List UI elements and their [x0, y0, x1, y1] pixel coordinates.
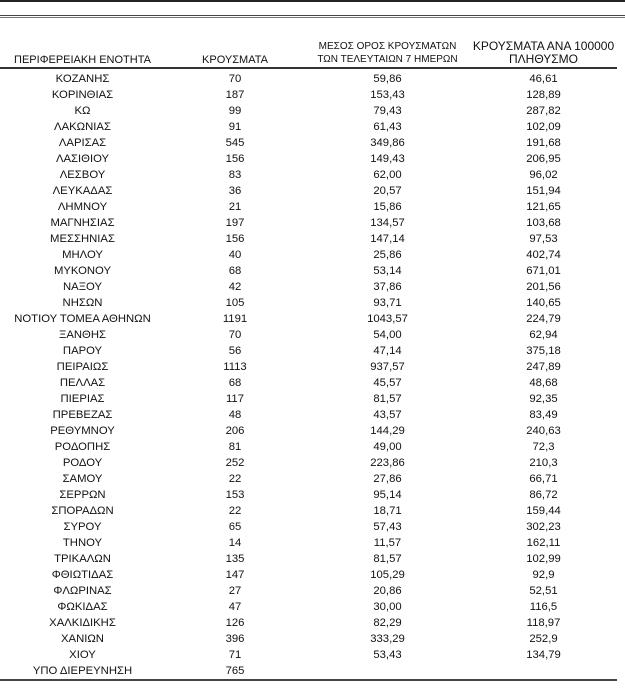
cell-cases-per-100k: 66,71 — [529, 473, 558, 485]
cell-cases-per-100k: 121,65 — [526, 201, 561, 213]
cell-cases-per-100k: 118,97 — [526, 617, 561, 629]
cell-cases-per-100k: 140,65 — [526, 297, 561, 309]
cell-cases-per-100k: 52,51 — [529, 585, 558, 597]
cell-7day-average: 93,71 — [373, 297, 402, 309]
cell-regional-unit: ΤΡΙΚΑΛΩΝ — [54, 553, 111, 565]
cell-7day-average: 27,86 — [373, 473, 402, 485]
cell-7day-average: 937,57 — [370, 361, 405, 373]
cell-cases-per-100k: 159,44 — [526, 505, 561, 517]
table-row — [0, 663, 617, 680]
cell-cases-per-100k: 191,68 — [526, 137, 561, 149]
cell-cases-per-100k: 201,56 — [526, 281, 561, 293]
table-row — [0, 263, 617, 279]
table-row — [0, 359, 617, 375]
cell-cases: 1191 — [222, 313, 248, 325]
cell-cases: 56 — [228, 345, 242, 357]
table-row — [0, 311, 617, 327]
cell-regional-unit: ΜΕΣΣΗΝΙΑΣ — [50, 233, 115, 245]
table-row — [0, 487, 617, 503]
header-7day-average-line2: ΤΩΝ ΤΕΛΕΥΤΑΙΩΝ 7 ΗΜΕΡΩΝ — [317, 54, 458, 65]
cell-cases: 83 — [228, 169, 242, 181]
table-row — [0, 119, 617, 135]
table-row — [0, 423, 617, 439]
table-row — [0, 375, 617, 391]
table-row — [0, 68, 617, 87]
cell-regional-unit: ΝΑΞΟΥ — [63, 281, 102, 293]
cell-7day-average: 62,00 — [373, 169, 402, 181]
cell-7day-average: 61,43 — [373, 121, 402, 133]
cell-cases: 252 — [225, 457, 245, 469]
table-row — [0, 599, 617, 615]
cell-7day-average: 153,43 — [370, 89, 405, 101]
cell-regional-unit: ΧΑΝΙΩΝ — [61, 633, 104, 645]
cell-7day-average: 95,14 — [373, 489, 402, 501]
cell-7day-average: 49,00 — [373, 441, 402, 453]
cell-cases: 126 — [225, 617, 245, 629]
cell-regional-unit: ΚΟΡΙΝΘΙΑΣ — [51, 89, 114, 101]
cell-cases: 153 — [225, 489, 245, 501]
cell-cases-per-100k: 97,53 — [529, 233, 558, 245]
cell-cases: 156 — [225, 233, 245, 245]
cell-cases: 36 — [228, 185, 242, 197]
cell-7day-average: 25,86 — [373, 249, 402, 261]
cell-7day-average: 333,29 — [370, 633, 405, 645]
cell-regional-unit: ΛΑΚΩΝΙΑΣ — [54, 121, 111, 133]
cell-7day-average: 81,57 — [373, 393, 402, 405]
cell-7day-average: 43,57 — [373, 409, 402, 421]
table-row — [0, 407, 617, 423]
cell-cases-per-100k: 103,68 — [526, 217, 561, 229]
cell-7day-average: 147,14 — [370, 233, 405, 245]
cell-7day-average — [305, 663, 470, 680]
table-row — [0, 103, 617, 119]
table-row — [0, 551, 617, 567]
cell-regional-unit: ΥΠΟ ΔΙΕΡΕΥΝΗΣΗ — [0, 663, 165, 680]
cell-cases: 27 — [228, 585, 242, 597]
header-cases-per-100k-line2: ΠΛΗΘΥΣΜΟ — [508, 52, 579, 66]
cell-cases: 70 — [228, 329, 242, 341]
cell-regional-unit: ΣΥΡΟΥ — [63, 521, 102, 533]
cell-7day-average: 1043,57 — [367, 313, 408, 325]
cell-7day-average: 59,86 — [373, 73, 402, 85]
table-row — [0, 279, 617, 295]
table-body — [0, 68, 617, 680]
cell-regional-unit: ΛΑΡΙΣΑΣ — [58, 137, 107, 149]
table-row — [0, 87, 617, 103]
cell-cases: 147 — [225, 569, 245, 581]
cell-regional-unit: ΞΑΝΘΗΣ — [59, 329, 106, 341]
table-row — [0, 295, 617, 311]
table-row — [0, 583, 617, 599]
cell-regional-unit: ΦΛΩΡΙΝΑΣ — [53, 585, 112, 597]
cell-7day-average: 144,29 — [370, 425, 405, 437]
table-row — [0, 231, 617, 247]
header-double-rule — [0, 15, 625, 18]
cell-cases: 117 — [225, 393, 244, 405]
header-cases: ΚΡΟΥΣΜΑΤΑ — [165, 40, 305, 68]
header-cases-per-100k-line1: ΚΡΟΥΣΜΑΤΑ ΑΝΑ 100000 — [472, 39, 615, 53]
cell-cases-per-100k: 92,35 — [529, 393, 558, 405]
cell-regional-unit: ΡΟΔΟΠΗΣ — [54, 441, 111, 453]
cell-cases: 22 — [228, 505, 242, 517]
cell-cases: 156 — [225, 153, 245, 165]
table-row — [0, 471, 617, 487]
cell-regional-unit: ΣΑΜΟΥ — [62, 473, 103, 485]
table-row — [0, 535, 617, 551]
cell-cases: 187 — [225, 89, 245, 101]
cell-regional-unit: ΧΑΛΚΙΔΙΚΗΣ — [49, 617, 116, 629]
cell-7day-average: 53,14 — [373, 265, 402, 277]
cell-cases-per-100k: 375,18 — [526, 345, 561, 357]
cell-cases: 14 — [228, 537, 242, 549]
cell-cases-per-100k: 162,11 — [526, 537, 561, 549]
cell-cases-per-100k: 252,9 — [529, 633, 558, 645]
cell-cases: 105 — [225, 297, 245, 309]
cell-cases: 91 — [228, 121, 242, 133]
cell-cases-per-100k: 402,74 — [526, 249, 561, 261]
cell-regional-unit: ΚΟΖΑΝΗΣ — [55, 73, 110, 85]
table-row — [0, 391, 617, 407]
cell-cases-per-100k: 62,94 — [529, 329, 558, 341]
cell-cases: 40 — [228, 249, 242, 261]
cell-7day-average: 20,57 — [373, 185, 402, 197]
cell-cases: 545 — [225, 137, 245, 149]
cell-cases: 68 — [228, 265, 242, 277]
cell-cases: 71 — [228, 649, 242, 661]
cell-regional-unit: ΚΩ — [74, 105, 91, 117]
table-row — [0, 167, 617, 183]
cell-cases: 206 — [225, 425, 245, 437]
cell-regional-unit: ΝΟΤΙΟΥ ΤΟΜΕΑ ΑΘΗΝΩΝ — [14, 313, 151, 325]
cell-7day-average: 54,00 — [373, 329, 402, 341]
cell-cases-per-100k: 287,82 — [526, 105, 561, 117]
cell-cases-per-100k: 102,99 — [526, 553, 561, 565]
cell-7day-average: 105,29 — [370, 569, 405, 581]
table-row — [0, 615, 617, 631]
cell-cases-per-100k: 206,95 — [526, 153, 561, 165]
cell-7day-average: 149,43 — [370, 153, 405, 165]
cell-regional-unit: ΜΑΓΝΗΣΙΑΣ — [50, 217, 115, 229]
cell-7day-average: 57,43 — [373, 521, 402, 533]
cell-7day-average: 30,00 — [373, 601, 402, 613]
cell-7day-average: 11,57 — [373, 537, 402, 549]
cell-regional-unit: ΠΡΕΒΕΖΑΣ — [52, 409, 113, 421]
table-row — [0, 199, 617, 215]
cell-cases-per-100k: 72,3 — [532, 441, 555, 453]
cell-7day-average: 134,57 — [370, 217, 405, 229]
cell-cases-per-100k: 92,9 — [532, 569, 555, 581]
cell-cases-per-100k: 116,5 — [529, 601, 558, 613]
cell-cases-per-100k: 210,3 — [529, 457, 558, 469]
cell-cases-per-100k: 671,01 — [526, 265, 561, 277]
cell-regional-unit: ΤΗΝΟΥ — [62, 537, 103, 549]
table-header-row — [0, 40, 617, 68]
table-row — [0, 567, 617, 583]
cell-cases-per-100k: 83,49 — [529, 409, 558, 421]
cell-regional-unit: ΣΠΟΡΑΔΩΝ — [51, 505, 114, 517]
cell-regional-unit: ΦΩΚΙΔΑΣ — [57, 601, 108, 613]
table-row — [0, 439, 617, 455]
cell-7day-average: 79,43 — [373, 105, 402, 117]
cell-cases: 197 — [225, 217, 245, 229]
header-7day-average — [305, 40, 470, 68]
table-row — [0, 247, 617, 263]
cell-cases-per-100k: 86,72 — [529, 489, 558, 501]
cell-regional-unit: ΛΕΣΒΟΥ — [59, 169, 106, 181]
cell-7day-average: 47,14 — [373, 345, 402, 357]
cell-regional-unit: ΜΥΚΟΝΟΥ — [53, 265, 112, 277]
cell-regional-unit: ΛΕΥΚΑΔΑΣ — [52, 185, 113, 197]
cell-7day-average: 82,29 — [373, 617, 402, 629]
cell-cases: 81 — [228, 441, 242, 453]
cell-7day-average: 81,57 — [373, 553, 402, 565]
table-row — [0, 503, 617, 519]
cell-cases-per-100k: 134,79 — [526, 649, 561, 661]
cell-7day-average: 53,43 — [373, 649, 402, 661]
table-row — [0, 455, 617, 471]
cell-7day-average: 15,86 — [373, 201, 402, 213]
cell-regional-unit: ΡΕΘΥΜΝΟΥ — [50, 425, 115, 437]
cell-cases: 99 — [228, 105, 242, 117]
cell-regional-unit: ΜΗΛΟΥ — [62, 249, 103, 261]
cell-regional-unit: ΡΟΔΟΥ — [62, 457, 103, 469]
cases-table — [0, 40, 617, 681]
cell-cases-per-100k: 96,02 — [529, 169, 558, 181]
cell-7day-average: 45,57 — [373, 377, 402, 389]
table-row — [0, 631, 617, 647]
table-row — [0, 151, 617, 167]
cell-cases: 765 — [165, 663, 305, 680]
cell-regional-unit: ΝΗΣΩΝ — [62, 297, 103, 309]
cell-cases-per-100k: 46,61 — [529, 73, 558, 85]
cell-regional-unit: ΧΙΟΥ — [69, 649, 96, 661]
cell-cases-per-100k: 151,94 — [526, 185, 561, 197]
cell-cases: 42 — [228, 281, 242, 293]
cell-cases-per-100k: 247,89 — [526, 361, 561, 373]
cell-cases: 22 — [228, 473, 242, 485]
cell-7day-average: 20,86 — [373, 585, 402, 597]
cell-regional-unit: ΠΕΙΡΑΙΩΣ — [56, 361, 109, 373]
cell-cases-per-100k: 302,23 — [526, 521, 561, 533]
cell-7day-average: 349,86 — [370, 137, 405, 149]
cell-regional-unit: ΠΕΛΛΑΣ — [59, 377, 106, 389]
cell-regional-unit: ΛΗΜΝΟΥ — [57, 201, 108, 213]
header-regional-unit: ΠΕΡΙΦΕΡΕΙΑΚΗ ΕΝΟΤΗΤΑ — [0, 40, 165, 68]
table-row — [0, 215, 617, 231]
cell-cases: 1113 — [223, 361, 247, 373]
cell-cases: 21 — [228, 201, 242, 213]
cell-cases-per-100k: 128,89 — [526, 89, 561, 101]
cell-cases-per-100k: 48,68 — [529, 377, 558, 389]
cell-cases-per-100k: 240,63 — [526, 425, 561, 437]
cell-7day-average: 37,86 — [373, 281, 402, 293]
cell-cases: 48 — [228, 409, 242, 421]
cell-cases: 47 — [228, 601, 242, 613]
cell-regional-unit: ΦΘΙΩΤΙΔΑΣ — [51, 569, 114, 581]
cell-cases-per-100k: 102,09 — [526, 121, 561, 133]
cell-regional-unit: ΠΑΡΟΥ — [62, 345, 103, 357]
table-row — [0, 343, 617, 359]
header-cases-per-100k — [470, 40, 617, 68]
cell-regional-unit: ΣΕΡΡΩΝ — [59, 489, 106, 501]
header-7day-average-line1: ΜΕΣΟΣ ΟΡΟΣ ΚΡΟΥΣΜΑΤΩΝ — [318, 41, 457, 52]
cell-cases-per-100k — [470, 663, 617, 680]
table-row — [0, 519, 617, 535]
cell-cases: 135 — [225, 553, 245, 565]
cell-regional-unit: ΛΑΣΙΘΙΟΥ — [55, 153, 110, 165]
cell-cases: 70 — [228, 73, 242, 85]
table-row — [0, 135, 617, 151]
top-rule — [0, 0, 625, 2]
table-row — [0, 327, 617, 343]
cell-7day-average: 18,71 — [373, 505, 402, 517]
cell-cases-per-100k: 224,79 — [526, 313, 561, 325]
cell-cases: 396 — [225, 633, 245, 645]
table-row — [0, 647, 617, 663]
cell-cases: 65 — [228, 521, 242, 533]
cell-regional-unit: ΠΙΕΡΙΑΣ — [60, 393, 105, 405]
cell-7day-average: 223,86 — [370, 457, 405, 469]
cell-cases: 68 — [228, 377, 242, 389]
table-row — [0, 183, 617, 199]
